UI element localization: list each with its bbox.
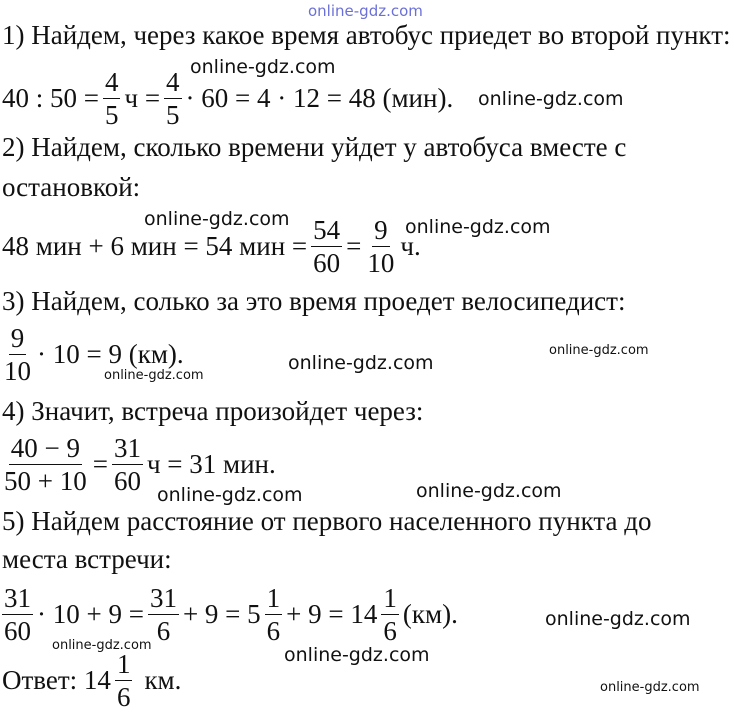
- numerator: 31: [149, 583, 177, 613]
- step3-equation: [2, 322, 184, 387]
- numerator: 1: [266, 583, 281, 613]
- denominator: 60: [313, 248, 341, 278]
- numerator: 9: [374, 215, 388, 245]
- step5-text-line1: 5) Найдем расстояние от первого населенного пункта до: [2, 506, 652, 536]
- fraction: [265, 582, 283, 647]
- numerator: 9: [10, 323, 25, 353]
- eq-part: (км).: [402, 599, 458, 629]
- denominator: 6: [266, 616, 281, 646]
- eq-part: 48 мин + 6 мин = 54 мин =: [2, 231, 308, 261]
- watermark: online-gdz.com: [104, 368, 204, 383]
- step1-equation: [2, 66, 453, 131]
- watermark-top: online-gdz.com: [308, 2, 423, 20]
- eq-part: + 9 = 5: [182, 599, 261, 629]
- denominator: 6: [116, 682, 131, 712]
- step4-equation: [2, 432, 276, 497]
- step4-text: 4) Значит, встреча произойдет через:: [2, 396, 424, 426]
- denominator: 10: [4, 356, 31, 386]
- denominator: 6: [383, 616, 397, 646]
- fraction: [311, 214, 342, 279]
- watermark: online-gdz.com: [416, 480, 562, 502]
- denominator: 5: [166, 100, 180, 130]
- watermark: online-gdz.com: [190, 56, 336, 78]
- eq-part: · 60 = 4 · 12 = 48 (мин).: [185, 83, 454, 113]
- step2-text-line1: 2) Найдем, сколько времени уйдет у автобуса вместе с: [2, 132, 627, 162]
- watermark: online-gdz.com: [284, 644, 430, 666]
- watermark: online-gdz.com: [405, 216, 551, 238]
- step3-text: 3) Найдем, солько за это время проедет велосипедист:: [2, 286, 626, 316]
- denominator: 5: [104, 100, 119, 130]
- fraction: [381, 582, 399, 647]
- watermark: online-gdz.com: [549, 343, 649, 358]
- fraction: [164, 66, 182, 131]
- step2-text-line2: остановкой:: [2, 172, 141, 202]
- eq-part: 40 : 50 =: [2, 83, 99, 113]
- watermark: online-gdz.com: [157, 484, 303, 506]
- watermark: online-gdz.com: [545, 608, 691, 630]
- answer-unit: км.: [144, 665, 182, 695]
- fraction: [148, 582, 179, 647]
- numerator: 31: [4, 583, 31, 613]
- eq-part: · 10 = 9 (км).: [37, 339, 184, 369]
- numerator: 40 − 9: [10, 433, 80, 463]
- fraction: [2, 432, 89, 497]
- fraction: [103, 66, 121, 131]
- step2-equation: [2, 214, 421, 279]
- eq-part: · 10 + 9 =: [37, 599, 144, 629]
- numerator: 4: [166, 67, 180, 97]
- eq-part: ч =: [124, 83, 161, 113]
- denominator: 10: [367, 248, 395, 278]
- eq-part: =: [346, 231, 362, 261]
- eq-part: ч.: [400, 231, 421, 261]
- numerator: 54: [313, 215, 341, 245]
- fraction: [2, 582, 33, 647]
- fraction: [365, 214, 396, 279]
- denominator: 60: [4, 616, 31, 646]
- eq-part: =: [92, 449, 108, 479]
- denominator: 50 + 10: [4, 466, 87, 496]
- step5-text-line2: места встречи:: [2, 544, 172, 574]
- watermark: online-gdz.com: [52, 638, 152, 653]
- numerator: 4: [104, 67, 119, 97]
- numerator: 31: [113, 433, 141, 463]
- answer-line: [2, 648, 181, 713]
- watermark: online-gdz.com: [478, 88, 624, 110]
- answer-label: Ответ: 14: [2, 665, 111, 695]
- eq-part: + 9 = 14: [286, 599, 378, 629]
- denominator: 60: [113, 466, 141, 496]
- watermark: online-gdz.com: [288, 352, 434, 374]
- denominator: 6: [156, 616, 171, 646]
- step1-text: 1) Найдем, через какое время автобус приедет во второй пункт:: [2, 20, 731, 50]
- fraction: [112, 432, 143, 497]
- watermark-hidden: online-gdz.com: [600, 680, 700, 695]
- fraction: [2, 322, 33, 387]
- step5-equation: [2, 582, 458, 647]
- watermark: online-gdz.com: [144, 208, 290, 230]
- numerator: 1: [116, 649, 131, 679]
- numerator: 1: [383, 583, 397, 613]
- fraction: [115, 648, 133, 713]
- eq-part: ч = 31 мин.: [146, 449, 276, 479]
